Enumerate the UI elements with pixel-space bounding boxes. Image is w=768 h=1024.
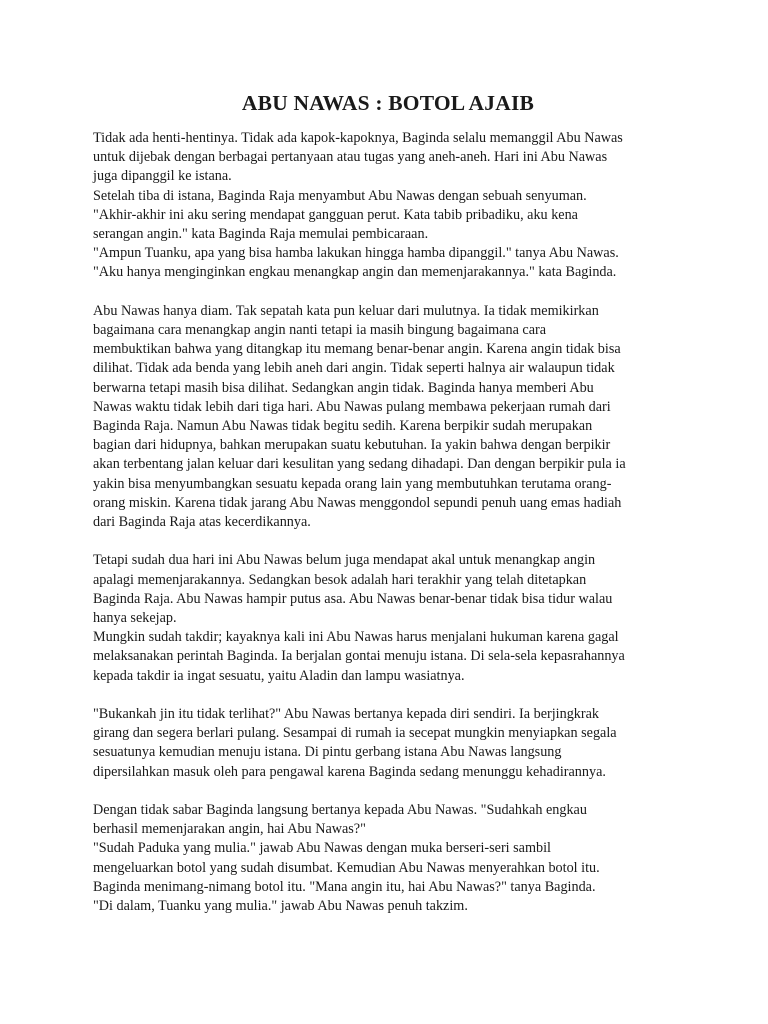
text-line: bagian dari hidupnya, bahkan merupakan suatu kebutuhan. Ia yakin bahwa dengan berpikir (93, 437, 611, 454)
text-line: Baginda menimang-nimang botol itu. "Mana angin itu, hai Abu Nawas?" tanya Baginda. (93, 878, 596, 895)
text-line: apalagi memenjarakannya. Sedangkan besok adalah hari terakhir yang telah ditetapkan (93, 571, 587, 588)
paragraph (93, 129, 683, 283)
text-line: akan terbentang jalan keluar dari kesulitan yang sedang dihadapi. Dan dengan berpikir pula ia (93, 456, 626, 473)
text-line: hanya sekejap. (93, 610, 177, 627)
text-line: kepada takdir ia ingat sesuatu, yaitu Aladin dan lampu wasiatnya. (93, 667, 465, 684)
text-line: Setelah tiba di istana, Baginda Raja menyambut Abu Nawas dengan sebuah senyuman. (93, 187, 587, 204)
text-line: membuktikan bahwa yang ditangkap itu memang benar-benar angin. Karena angin tidak bisa (93, 341, 621, 358)
text-line: orang miskin. Karena tidak jarang Abu Nawas menggondol sepundi penuh uang emas hadiah (93, 494, 622, 511)
text-line: Baginda Raja. Namun Abu Nawas tidak begitu sedih. Karena berpikir sudah merupakan (93, 418, 593, 435)
paragraph-gap (93, 532, 683, 551)
text-line: berwarna tetapi masih bisa dilihat. Sedangkan angin tidak. Baginda hanya memberi Abu (93, 379, 594, 396)
text-line: "Akhir-akhir ini aku sering mendapat gangguan perut. Kata tabib pribadiku, aku kena (93, 206, 578, 223)
text-line: Nawas waktu tidak lebih dari tiga hari. Abu Nawas pulang membawa pekerjaan rumah dari (93, 398, 611, 415)
paragraph (93, 705, 683, 782)
text-line: Dengan tidak sabar Baginda langsung bertanya kepada Abu Nawas. "Sudahkah engkau (93, 802, 587, 819)
text-line: dari Baginda Raja atas kecerdikannya. (93, 514, 311, 531)
text-line: "Di dalam, Tuanku yang mulia." jawab Abu Nawas penuh takzim. (93, 898, 468, 915)
text-line: "Aku hanya menginginkan engkau menangkap angin dan memenjarakannya." kata Baginda. (93, 264, 617, 281)
text-line: "Ampun Tuanku, apa yang bisa hamba lakukan hingga hamba dipanggil." tanya Abu Nawas. (93, 245, 619, 262)
text-line: girang dan segera berlari pulang. Sesampai di rumah ia secepat mungkin menyiapkan segala (93, 725, 617, 742)
text-line: melaksanakan perintah Baginda. Ia berjalan gontai menuju istana. Di sela-sela kepasrahannya (93, 648, 625, 665)
document-page (93, 90, 683, 916)
text-line: juga dipanggil ke istana. (93, 168, 232, 185)
text-line: untuk dijebak dengan berbagai pertanyaan atau tugas yang aneh-aneh. Hari ini Abu Nawas (93, 149, 608, 166)
text-line: bagaimana cara menangkap angin nanti tetapi ia masih bingung bagaimana cara (93, 322, 547, 339)
text-line: berhasil memenjarakan angin, hai Abu Nawas?" (93, 821, 366, 838)
text-line: serangan angin." kata Baginda Raja memulai pembicaraan. (93, 226, 429, 243)
text-line: dipersilahkan masuk oleh para pengawal karena Baginda sedang menunggu kehadirannya. (93, 763, 606, 780)
text-line: Tidak ada henti-hentinya. Tidak ada kapok-kapoknya, Baginda selalu memanggil Abu Nawas (93, 130, 623, 146)
text-line: sesuatunya kemudian menuju istana. Di pintu gerbang istana Abu Nawas langsung (93, 744, 562, 761)
paragraph-gap (93, 283, 683, 302)
paragraph-gap (93, 686, 683, 705)
text-line: Tetapi sudah dua hari ini Abu Nawas belum juga mendapat akal untuk menangkap angin (93, 552, 596, 569)
text-line: "Sudah Paduka yang mulia." jawab Abu Nawas dengan muka berseri-seri sambil (93, 840, 551, 857)
text-line: yakin bisa menyumbangkan sesuatu kepada orang lain yang membutuhkan terutama orang- (93, 475, 612, 492)
text-line: Mungkin sudah takdir; kayaknya kali ini Abu Nawas harus menjalani hukuman karena gagal (93, 629, 619, 646)
paragraph (93, 801, 683, 916)
document-body (93, 129, 683, 916)
text-line: Abu Nawas hanya diam. Tak sepatah kata pun keluar dari mulutnya. Ia tidak memikirkan (93, 302, 599, 319)
text-line: mengeluarkan botol yang sudah disumbat. Kemudian Abu Nawas menyerahkan botol itu. (93, 859, 600, 876)
text-line: Baginda Raja. Abu Nawas hampir putus asa. Abu Nawas benar-benar tidak bisa tidur walau (93, 590, 613, 607)
document-title: ABU NAWAS : BOTOL AJAIB (241, 91, 535, 115)
paragraph (93, 302, 683, 532)
text-line: dilihat. Tidak ada benda yang lebih aneh dari angin. Tidak seperti halnya air walaupun tidak (93, 360, 615, 377)
paragraph-gap (93, 782, 683, 801)
text-line: "Bukankah jin itu tidak terlihat?" Abu Nawas bertanya kepada diri sendiri. Ia berjingkrak (93, 706, 600, 723)
paragraph (93, 551, 683, 685)
